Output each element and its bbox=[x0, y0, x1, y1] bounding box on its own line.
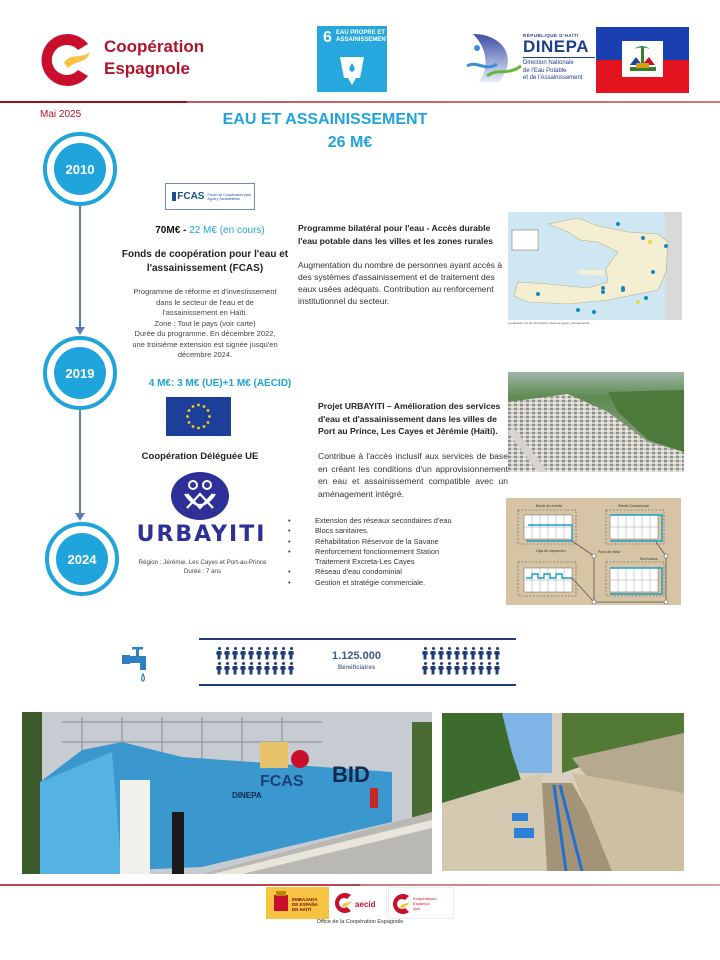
dinepa-sub-3: et de l'Assainissement bbox=[523, 75, 583, 81]
fcas-desc-line: Durée du programme. En décembre 2022, bbox=[134, 329, 276, 338]
list-item: • Extension des réseaux secondaires d'eau bbox=[288, 516, 452, 525]
dinepa-sub-2: de l'Eau Potable bbox=[523, 67, 567, 74]
fcas-description bbox=[110, 287, 300, 361]
action-text: Blocs sanitaires. bbox=[315, 526, 369, 536]
fcas-amount bbox=[120, 225, 300, 236]
urbayiti-amount: 4 M€: 3 M€ (UE)+1 M€ (AECID) bbox=[148, 378, 292, 389]
fcas-desc-line: l'assainissement en Haïti. bbox=[162, 308, 248, 317]
sdg-number: 6 bbox=[323, 29, 332, 46]
page-title: EAU ET ASSAINISSEMENT bbox=[222, 111, 428, 128]
total-amount: 26 M€ bbox=[327, 134, 373, 151]
fcas-desc-line: une troisième extension est signée jusqu'en bbox=[132, 339, 278, 349]
action-text: Gestion et stratégie commerciale. bbox=[315, 577, 426, 587]
svg-text:aecid: aecid bbox=[355, 900, 376, 909]
brand-line2: Espagnole bbox=[104, 59, 190, 78]
svg-text:DINEPA: DINEPA bbox=[232, 791, 262, 800]
svg-text:FCAS: FCAS bbox=[260, 773, 304, 790]
fcas-program-name: Fonds de coopération pour l'eau et l'assainissement (FCAS) bbox=[121, 249, 289, 274]
svg-text:Ramal Condominial: Ramal Condominial bbox=[618, 504, 649, 508]
fcas-amount-total: 70M€ - bbox=[155, 225, 187, 236]
dinepa-sub-1: Direction Nationale bbox=[523, 60, 574, 66]
fcas-desc-line: Programme de réforme et d'investissement bbox=[133, 287, 277, 296]
sdg-label bbox=[336, 30, 389, 44]
sdg-label-1: EAU PROPRE ET bbox=[336, 30, 386, 36]
svg-text:Pozo de visita: Pozo de visita bbox=[598, 550, 620, 554]
publication-date: Mai 2025 bbox=[40, 109, 82, 120]
embassy-spain-logo bbox=[266, 887, 329, 919]
svg-text:Kooperasyon: Kooperasyon bbox=[413, 896, 437, 901]
sdg6-badge bbox=[317, 26, 390, 92]
haiti-flag bbox=[596, 27, 689, 93]
list-item: • Réseau d'eau condominial bbox=[288, 567, 402, 577]
header-divider bbox=[0, 101, 720, 103]
svg-text:Localisation de las Principale: Localisation de las Principales obras de Agua y Saneamiento bbox=[508, 321, 590, 325]
delegated-cooperation-label: Coopération Déléguée UE bbox=[141, 451, 259, 462]
urbayiti-duration: Durée : 7 ans bbox=[183, 568, 222, 575]
dinepa-name: DINEPA bbox=[523, 37, 589, 56]
dinepa-subtitle bbox=[523, 57, 595, 83]
water-treatment-plant-photo bbox=[22, 712, 432, 874]
dinepa-republic: RÉPUBLIQUE D'HAÏTI bbox=[523, 33, 579, 38]
people-icon-group bbox=[421, 647, 501, 675]
svg-text:BID: BID bbox=[332, 762, 370, 787]
aecid-logo bbox=[329, 887, 387, 919]
svg-text:Ayiti: Ayiti bbox=[413, 907, 420, 911]
fcas-logo-text: FCAS bbox=[177, 191, 205, 202]
coat-of-arms-icon bbox=[622, 41, 663, 77]
timeline-connector bbox=[79, 410, 81, 515]
svg-text:EN HAITÍ: EN HAITÍ bbox=[292, 907, 312, 912]
sdg-label-2: ASSAINISSEMENT bbox=[336, 37, 390, 43]
urbayiti-project-description: Contribue à l'accès inclusif aux services de base en créant les conditions d'un approvisionnement en eau et assainissement compatible avec un aménagement intégré. bbox=[318, 451, 508, 499]
dinepa-drop-icon bbox=[463, 32, 523, 86]
water-tap-icon bbox=[120, 645, 160, 685]
haiti-projects-map bbox=[508, 212, 682, 327]
svg-text:Borde de vereda: Borde de vereda bbox=[536, 504, 562, 508]
list-item: • Blocs sanitaires. bbox=[288, 526, 369, 536]
urbayiti-project-title: Projet URBAYITI – Amélioration des services d'eau et d'assainissement dans les villes de Port au Prince, Les Cayes et Jérémie (Haïti). bbox=[318, 401, 501, 436]
cooperacion-espanola-logo bbox=[36, 30, 96, 90]
urbayiti-actions-list bbox=[288, 516, 503, 588]
aerial-city-photo bbox=[508, 372, 684, 472]
list-item: • Réhabilitation Réservoir de la Savane bbox=[288, 536, 439, 546]
action-text: Réhabilitation Réservoir de la Savane bbox=[315, 536, 439, 546]
beneficiaries-count: 1.125.000 bbox=[332, 650, 381, 662]
timeline-node-2010 bbox=[43, 132, 117, 206]
beneficiaries-banner bbox=[199, 638, 516, 686]
beneficiaries-label: Bénéficiaires bbox=[337, 665, 376, 671]
fcas-logo bbox=[165, 183, 255, 210]
water-glass-icon bbox=[339, 56, 365, 86]
fcas-desc-line: Zone : Tout le pays (voir carte) bbox=[154, 318, 256, 328]
action-text: Extension des réseaux secondaires d'eau bbox=[315, 516, 452, 525]
svg-text:Espanyòl: Espanyòl bbox=[413, 901, 430, 906]
list-item: • Renforcement fonctionnement Station Traitement Excreta-Les Cayes bbox=[288, 547, 503, 568]
footer-caption: Office de la Coopération Espagnole bbox=[316, 919, 404, 925]
urbayiti-logo-text: URBAYITI bbox=[136, 522, 267, 547]
footer-divider bbox=[0, 884, 720, 886]
kooperasyon-logo bbox=[388, 887, 454, 919]
people-icon-group bbox=[215, 647, 295, 675]
water-drop-icon bbox=[172, 192, 176, 201]
action-text: Réseau d'eau condominial bbox=[315, 567, 402, 577]
bilateral-program-title: Programme bilatéral pour l'eau - Accès durable l'eau potable dans les villes et les zones rurales bbox=[298, 223, 494, 246]
svg-text:Red básica: Red básica bbox=[640, 557, 658, 561]
fcas-logo-sub: Fondo de Cooperación para Agua y Saneamiento bbox=[207, 192, 252, 201]
eu-flag bbox=[166, 397, 231, 436]
brand-name bbox=[104, 36, 204, 80]
urbayiti-emblem-icon bbox=[171, 472, 229, 520]
fcas-amount-current: 22 M€ (en cours) bbox=[189, 225, 265, 236]
condominial-network-diagram bbox=[506, 498, 681, 605]
pipe-trench-photo bbox=[442, 713, 684, 871]
fcas-desc-line: décembre 2024. bbox=[177, 350, 233, 359]
arrow-down-icon bbox=[75, 513, 85, 521]
svg-text:EMBAJADA: EMBAJADA bbox=[292, 897, 318, 902]
timeline-node-2019 bbox=[43, 336, 117, 410]
brand-line1: Coopération bbox=[104, 37, 205, 56]
svg-text:DE ESPAÑA: DE ESPAÑA bbox=[292, 902, 318, 907]
list-item: • Gestion et stratégie commerciale. bbox=[288, 577, 426, 587]
timeline-connector bbox=[79, 206, 81, 328]
year-label: 2019 bbox=[54, 347, 106, 399]
action-text: Renforcement fonctionnement Station Traitement Excreta-Les Cayes bbox=[315, 546, 440, 567]
urbayiti-region: Région : Jérémie, Les Cayes et Port-au-Prince bbox=[138, 559, 267, 566]
bilateral-program-description: Augmentation du nombre de personnes ayant accès à des systèmes d'assainissement et de traitement des eaux usées adéquats. Contribution au renforcement institutionnel du secteur. bbox=[298, 260, 503, 306]
dinepa-logo bbox=[523, 33, 595, 83]
arrow-down-icon bbox=[75, 327, 85, 335]
year-label: 2010 bbox=[54, 143, 106, 195]
fcas-desc-line: dans le secteur de l'eau et de bbox=[156, 297, 254, 307]
timeline-node-2024 bbox=[45, 522, 119, 596]
svg-text:Caja de inspección: Caja de inspección bbox=[536, 549, 566, 553]
urbayiti-region-duration bbox=[115, 558, 290, 576]
year-label: 2024 bbox=[56, 533, 108, 585]
